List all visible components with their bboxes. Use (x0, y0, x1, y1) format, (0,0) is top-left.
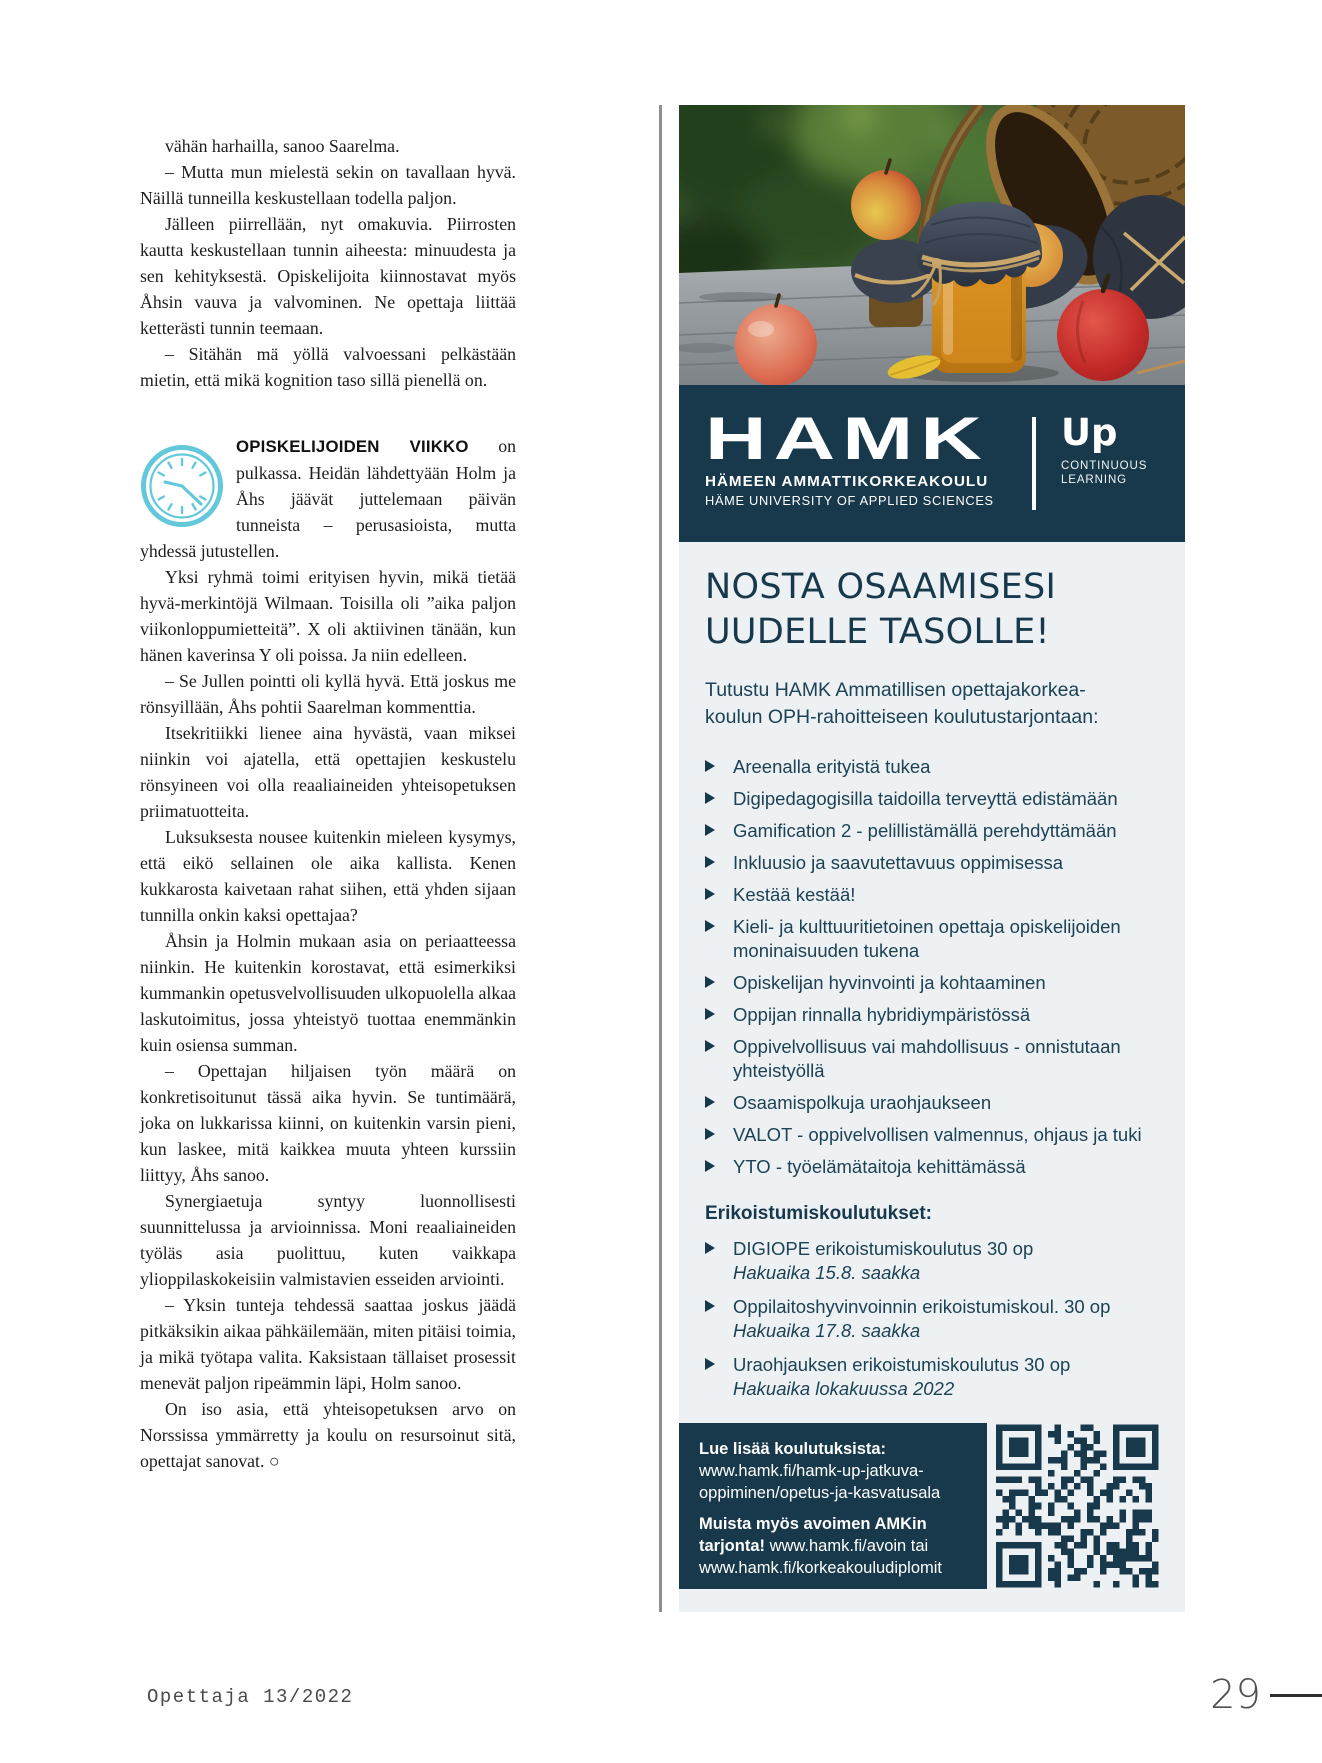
ad-headline (705, 565, 1159, 655)
info-box (679, 1423, 987, 1589)
right-triangle-icon (705, 1003, 733, 1027)
section-lead-text: on pulkassa. Heidän lähdettyään Holm ja Åhs jäävät juttelemaan päivän tunneista – perusasioista, mutta yhdessä jutustellen. (140, 436, 516, 561)
article-paragraph: – Sitähän mä yöllä valvoessani pelkästään mietin, että mikä kognition taso sillä pienellä on. (140, 344, 516, 390)
course-list-item (705, 915, 1159, 963)
hamk-logo (705, 405, 994, 508)
application-period-note: Hakuaika lokakuussa 2022 (733, 1378, 955, 1399)
article-paragraph: – Se Jullen pointti oli kyllä hyvä. Että joskus me rönsyillään, Åhs pohtii Saarelman kommenttia. (140, 671, 516, 717)
clock-icon (140, 443, 224, 529)
course-list (705, 755, 1159, 1179)
application-period-note: Hakuaika 17.8. saakka (733, 1320, 921, 1341)
application-period-note: Hakuaika 15.8. saakka (733, 1262, 921, 1283)
course-list-item (705, 1155, 1159, 1179)
article-paragraph: – Yksin tunteja tehdessä saattaa joskus jäädä pitkäksikin aikaa pähkäilemään, miten pitäisi toimia, ja mikä työtapa valita. Kaksistaan tällaiset prosessit menevät paljon ripeämmin läpi, Holm sanoo. (140, 1295, 516, 1393)
column-divider-line (659, 105, 662, 1612)
course-list-item (705, 851, 1159, 875)
course-label: Kestää kestää! (733, 884, 856, 905)
right-triangle-icon (705, 1091, 733, 1115)
right-triangle-icon (705, 915, 733, 963)
right-triangle-icon (705, 883, 733, 907)
right-triangle-icon (705, 1353, 733, 1401)
ad-headline-line1: NOSTA OSAAMISESI (705, 567, 1057, 607)
specializations-title: Erikoistumiskoulutukset: (705, 1203, 932, 1224)
course-label: Gamification 2 - pelillistämällä perehdyttämään (733, 820, 1117, 841)
right-triangle-icon (705, 1295, 733, 1343)
right-triangle-icon (705, 1237, 733, 1285)
right-triangle-icon (705, 819, 733, 843)
course-list-item (705, 1035, 1159, 1083)
specialization-item (705, 1237, 1159, 1285)
course-list-item (705, 883, 1159, 907)
magazine-issue-label: Opettaja 13/2022 (147, 1686, 354, 1708)
specialization-label: DIGIOPE erikoistumiskoulutus 30 op (733, 1238, 1034, 1259)
right-triangle-icon (705, 851, 733, 875)
course-list-item (705, 755, 1159, 779)
article-paragraph: Jälleen piirrellään, nyt omakuvia. Piirrosten kautta keskustellaan tunnin aiheesta: minuudesta ja sen kehityksestä. Opiskelijoita kiinnostavat myös Åhsin vauva ja valvominen. Ne opettaja liittää ketterästi tunnin teemaan. (140, 214, 516, 338)
course-label: Oppijan rinnalla hybridiympäristössä (733, 1004, 1031, 1025)
course-label: Oppivelvollisuus vai mahdollisuus - onnistutaan yhteistyöllä (733, 1036, 1121, 1081)
course-label: Areenalla erityistä tukea (733, 756, 931, 777)
hamk-logo-finnish-name: HÄMEEN AMMATTIKORKEAKOULU (705, 473, 989, 490)
hamk-up-logo (1061, 413, 1147, 487)
qr-code (996, 1423, 1159, 1589)
course-label: Kieli- ja kulttuuritietoinen opettaja opiskelijoiden moninaisuuden tukena (733, 916, 1121, 961)
ad-photo-apples-and-jam (679, 105, 1185, 385)
article-paragraph: Luksuksesta nousee kuitenkin mieleen kysymys, että eikö sellainen ole aika kallista. Kenen kukkarosta kaivetaan rahat siihen, että yhden sijaan tunnilla onkin kaksi opettajaa? (140, 827, 516, 925)
page-number: 29 (1210, 1672, 1261, 1718)
ad-intro-line1: Tutustu HAMK Ammatillisen opettajakorkea- (705, 679, 1086, 701)
course-label: Digipedagogisilla taidoilla terveyttä edistämään (733, 788, 1118, 809)
right-triangle-icon (705, 1123, 733, 1147)
course-label: VALOT - oppivelvollisen valmennus, ohjaus ja tuki (733, 1124, 1142, 1145)
ad-body (679, 542, 1185, 1612)
course-list-item (705, 819, 1159, 843)
article-paragraph: – Mutta mun mielestä sekin on tavallaan hyvä. Näillä tunneilla keskustellaan todella paljon. (140, 162, 516, 208)
right-triangle-icon (705, 787, 733, 811)
course-list-item (705, 1123, 1159, 1147)
article-paragraph: Synergiaetuja syntyy luonnollisesti suunnittelussa ja arvioinnissa. Moni reaaliaineiden työläs asia puolittuu, kuten vaikkapa ylioppilaskokeisiin valmistavien esseiden arviointi. (140, 1191, 516, 1289)
info-url-line1: www.hamk.fi/hamk-up-jatkuva- (699, 1462, 924, 1480)
article-paragraph: Åhsin ja Holmin mukaan asia on periaatteessa niinkin. He kuitenkin korostavat, että esimerkiksi kummankin opetusvelvollisuuden ulkopuolella alkaa laskutoimitus, jossa yhteistyö tuottaa enemmänkin kuin osiensa summan. (140, 931, 516, 1055)
ad-footer-row (679, 1423, 1159, 1589)
ad-intro-text (705, 677, 1159, 731)
info-box-heading2: Muista myös avoimen AMKin (699, 1515, 927, 1533)
specialization-label: Uraohjauksen erikoistumiskoulutus 30 op (733, 1354, 1071, 1375)
article-clock-section (140, 433, 516, 564)
up-wordmark: Up (1061, 411, 1118, 454)
continuous-learning-label (1061, 459, 1147, 487)
article-paragraph: Yksi ryhmä toimi erityisen hyvin, mikä tietää hyvä-merkintöjä Wilmaan. Toisilla oli ”aika paljon viikonloppumietteitä”. X oli aktiivinen tänään, kun hänen kaverinsa Y oli poissa. Ja niin edelleen. (140, 567, 516, 665)
logo-divider-line (1032, 417, 1036, 510)
page-number-rule (1270, 1694, 1322, 1697)
article-paragraphs-bottom (140, 564, 516, 1474)
hamk-logo-wordmark: HAMK (705, 405, 989, 472)
ad-intro-line2: koulun OPH-rahoitteiseen koulutustarjontaan: (705, 706, 1099, 728)
right-triangle-icon (705, 1035, 733, 1083)
info-box-heading1: Lue lisää koulutuksista: (699, 1440, 887, 1458)
ad-headline-line2: UUDELLE TASOLLE! (705, 612, 1050, 652)
course-label: Osaamispolkuja uraohjaukseen (733, 1092, 992, 1113)
article-paragraph: – Opettajan hiljaisen työn määrä on konkretisoitunut tässä aika hyvin. Se tuntimäärä, joka on lukkarissa kiinni, on kuitenkin varsin pieni, kun laskee, mitä kaikkea muuta yhteen kurssiin liittyy, Åhs sanoo. (140, 1061, 516, 1185)
specialization-list (705, 1237, 1159, 1401)
course-list-item (705, 971, 1159, 995)
course-list-item (705, 1091, 1159, 1115)
specialization-item (705, 1353, 1159, 1401)
right-triangle-icon (705, 971, 733, 995)
info-url-line3: www.hamk.fi/avoin tai (765, 1537, 929, 1555)
course-label: YTO - työelämätaitoja kehittämässä (733, 1156, 1026, 1177)
specialization-item (705, 1295, 1159, 1343)
learning-label: LEARNING (1061, 474, 1127, 486)
info-url-line2: oppiminen/opetus-ja-kasvatusala (699, 1484, 941, 1502)
course-list-item (705, 787, 1159, 811)
course-label: Opiskelijan hyvinvointi ja kohtaaminen (733, 972, 1046, 993)
hamk-logo-english-name: HÄME UNIVERSITY OF APPLIED SCIENCES (705, 493, 994, 508)
page-number-block (1210, 1672, 1322, 1718)
hamk-logo-band (679, 385, 1185, 542)
article-paragraphs-top (140, 133, 516, 393)
course-label: Inkluusio ja saavutettavuus oppimisessa (733, 852, 1064, 873)
section-lead-bold: OPISKELIJOIDEN VIIKKO (236, 437, 469, 456)
article-paragraph: On iso asia, että yhteisopetuksen arvo on Norssissa ymmärretty ja koulu on resursoinut sitä, opettajat sanovat. ○ (140, 1399, 516, 1471)
hamk-advertisement (679, 105, 1185, 1612)
article-column (140, 133, 516, 1474)
article-paragraph: Itsekritiikki lienee aina hyvästä, vaan miksei niinkin voi ajatella, että opettajien keskustelu rönsyineen voi olla reaaliaineiden yhteisopetuksen priimatuotteita. (140, 723, 516, 821)
course-list-item (705, 1003, 1159, 1027)
specialization-label: Oppilaitoshyvinvoinnin erikoistumiskoul. 30 op (733, 1296, 1111, 1317)
info-box-heading2b: tarjonta! (699, 1537, 765, 1555)
continuous-label: CONTINUOUS (1061, 460, 1148, 472)
right-triangle-icon (705, 755, 733, 779)
info-url-line4: www.hamk.fi/korkeakouludiplomit (699, 1559, 943, 1577)
article-paragraph: vähän harhailla, sanoo Saarelma. (165, 136, 400, 156)
right-triangle-icon (705, 1155, 733, 1179)
